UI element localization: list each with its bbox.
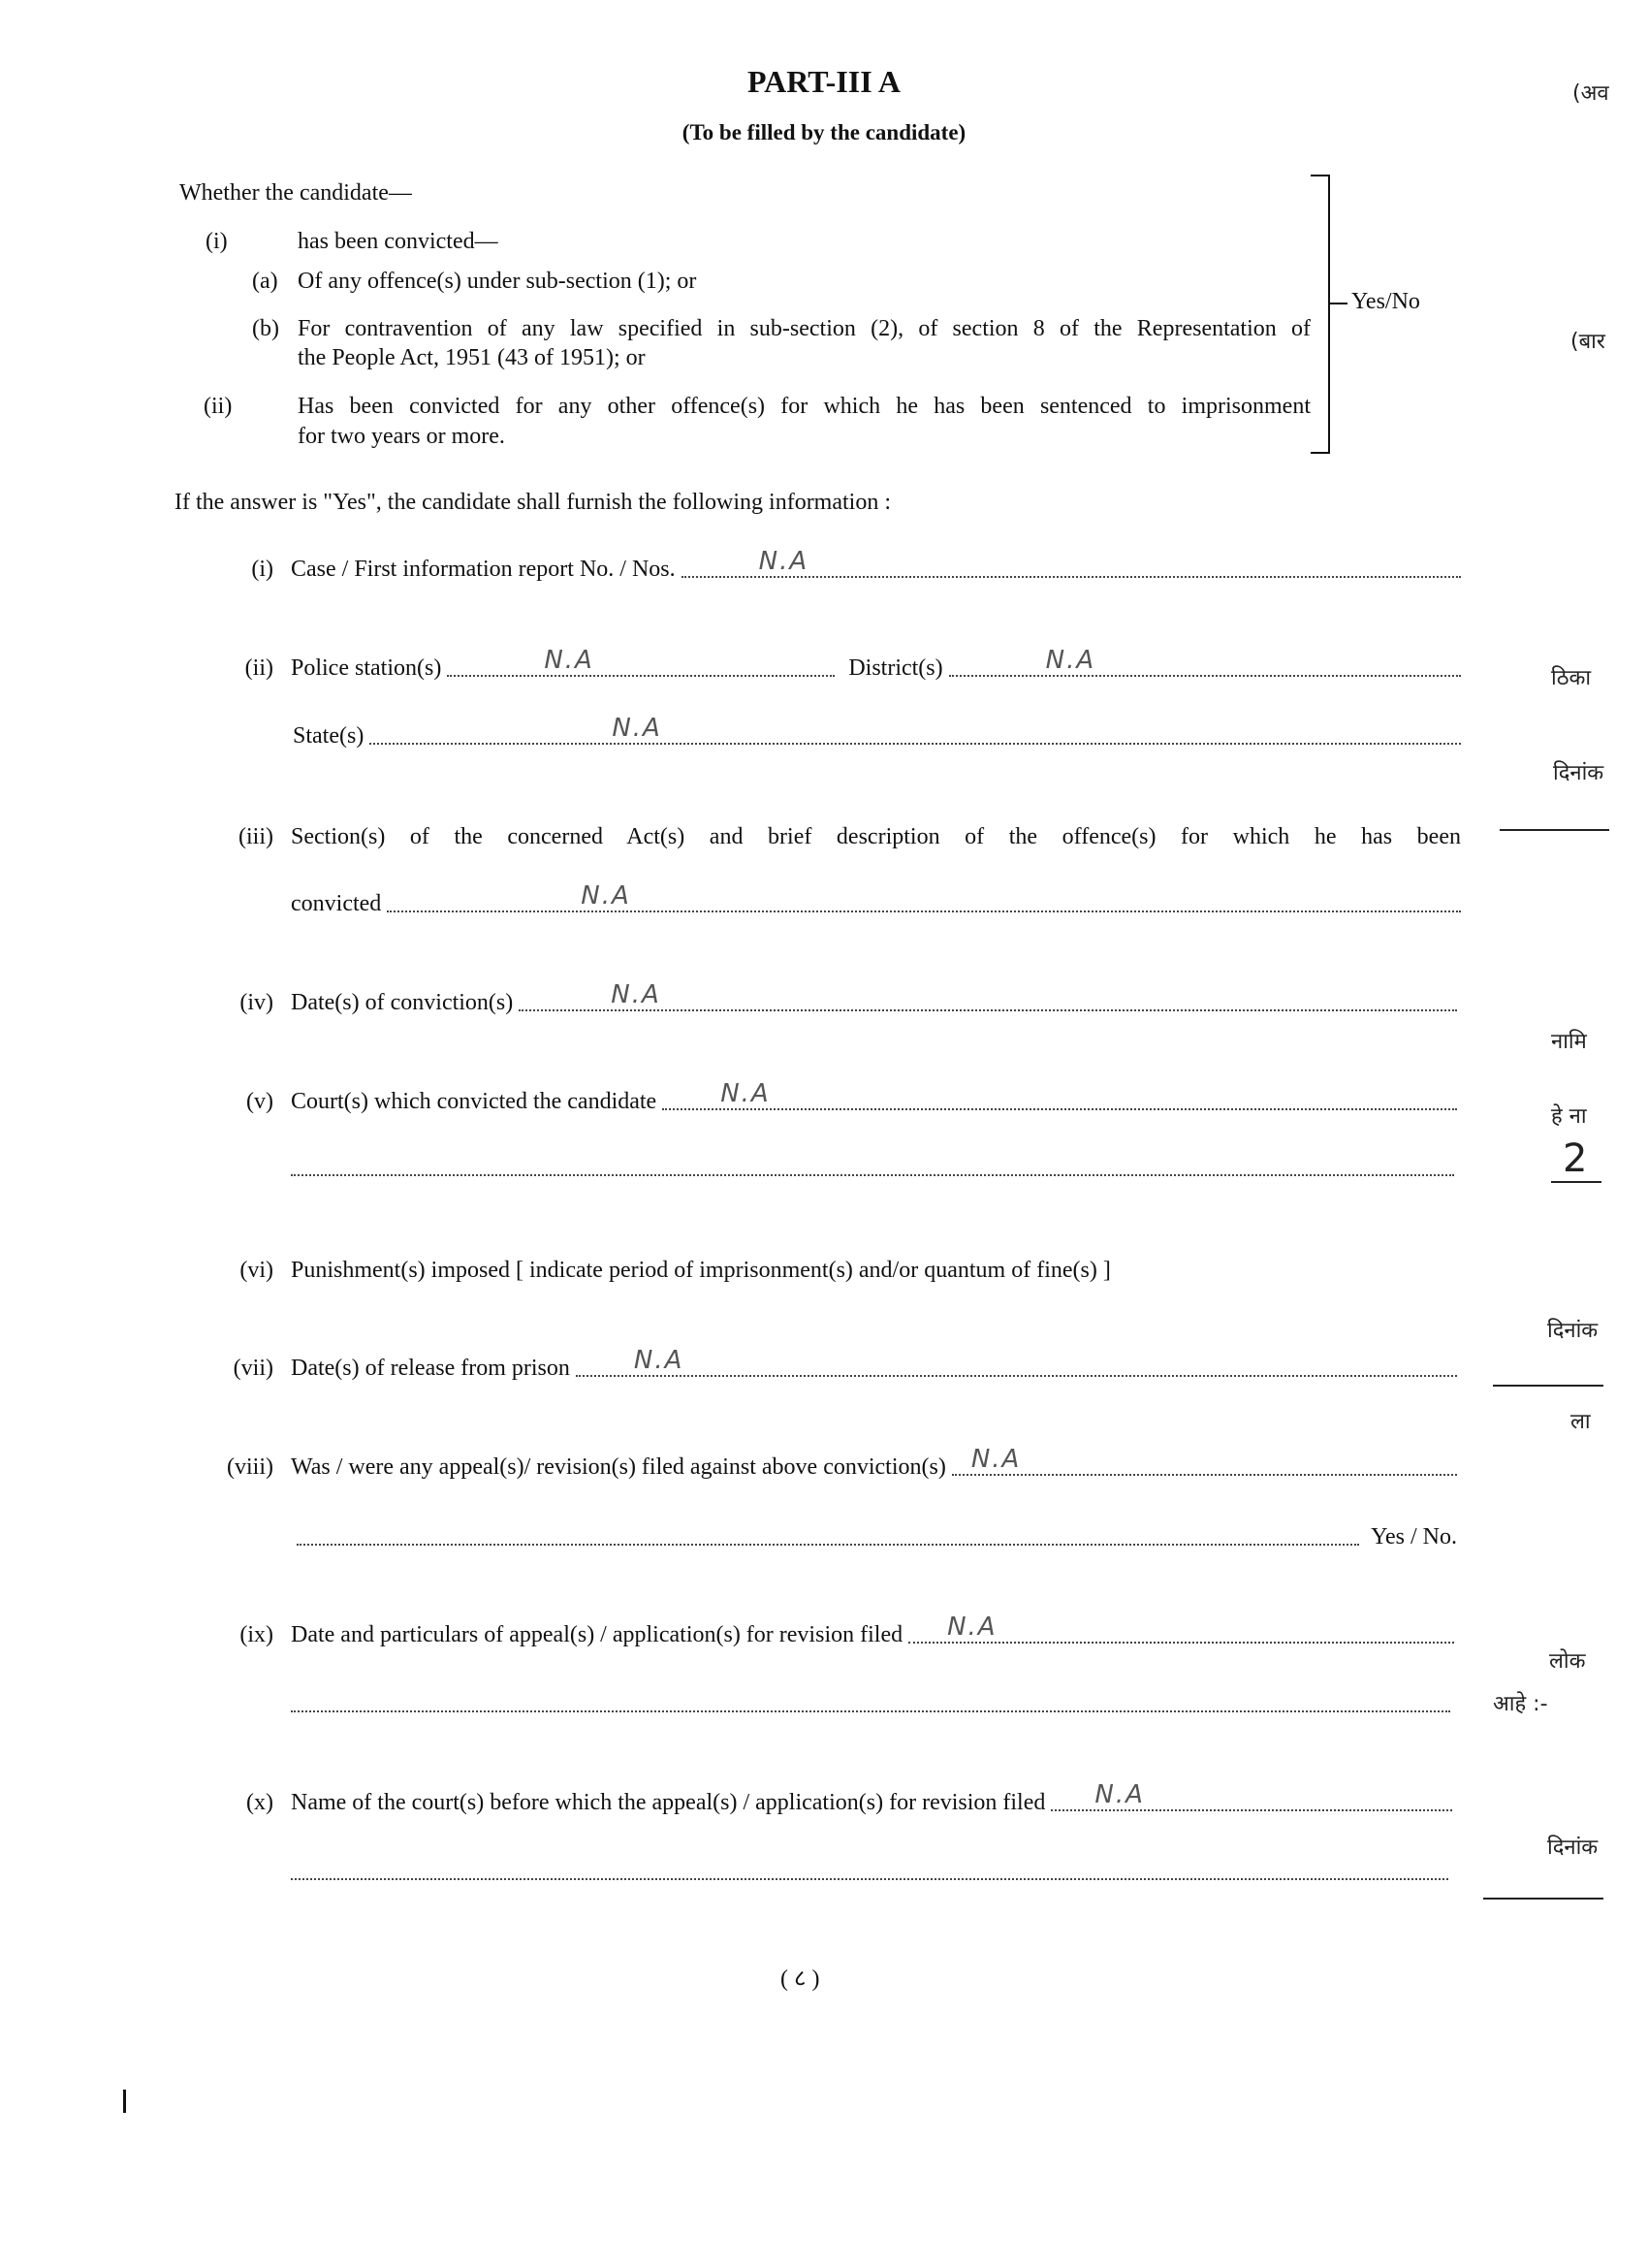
field-text: Case / First information report No. / Nos. xyxy=(291,557,676,582)
field-text: Punishment(s) imposed [ indicate period of imprisonment(s) and/or quantum of fine(s) ] xyxy=(291,1258,1111,1283)
page-number: ( ८ ) xyxy=(780,1966,820,1992)
field-text: Date(s) of conviction(s) xyxy=(291,990,514,1015)
field-convicted xyxy=(291,881,1461,917)
yes-no-answer: Yes/No xyxy=(1351,289,1420,314)
margin-text: लोक xyxy=(1549,1649,1586,1674)
field-label: (v) xyxy=(246,1089,273,1114)
handwritten-value: N.A xyxy=(581,881,631,910)
margin-text: हे ना xyxy=(1551,1104,1587,1129)
field-label: (ii) xyxy=(244,655,273,681)
field-punishment xyxy=(194,1258,1457,1284)
field-police-station xyxy=(194,646,1461,682)
field-label: (x) xyxy=(246,1790,273,1815)
police-station-input[interactable] xyxy=(447,646,835,677)
margin-line xyxy=(1500,829,1609,831)
margin-line xyxy=(1483,1898,1603,1900)
page-title: PART-III A xyxy=(746,64,902,99)
item-text: For contravention of any law specified in sub-section (2), of section 8 of the Representation of xyxy=(298,316,1311,341)
bracket-tick xyxy=(1328,303,1347,304)
field-appeal-filed xyxy=(194,1445,1457,1481)
handwritten-value: N.A xyxy=(970,1445,1022,1474)
field-text: convicted xyxy=(291,891,382,916)
field-text: Name of the court(s) before which the appeal(s) / application(s) for revision filed xyxy=(291,1790,1046,1815)
field-appeal-court xyxy=(194,1780,1452,1816)
margin-text: (अव xyxy=(1572,81,1609,106)
item-text: has been convicted— xyxy=(298,229,498,254)
release-date-input[interactable] xyxy=(576,1346,1457,1377)
district-input[interactable] xyxy=(949,646,1461,677)
appeal-particulars-continuation-line[interactable] xyxy=(291,1710,1450,1712)
field-label: (iv) xyxy=(239,990,273,1015)
field-release-date xyxy=(194,1346,1457,1382)
field-label: (i) xyxy=(251,557,273,582)
field-sections xyxy=(194,824,1461,850)
field-text: District(s) xyxy=(848,655,943,681)
field-conviction-date xyxy=(194,980,1457,1016)
margin-line xyxy=(1551,1181,1601,1183)
handwritten-value: N.A xyxy=(633,1346,684,1375)
item-label: (i) xyxy=(206,229,228,254)
margin-text: नामि xyxy=(1551,1030,1587,1054)
margin-handwritten-number: 2 xyxy=(1563,1136,1588,1181)
field-label: (ix) xyxy=(239,1622,273,1647)
handwritten-value: N.A xyxy=(612,714,662,743)
field-text: Was / were any appeal(s)/ revision(s) filed against above conviction(s) xyxy=(291,1454,946,1480)
handwritten-value: N.A xyxy=(544,646,594,675)
margin-text: ठिका xyxy=(1551,666,1592,690)
case-number-input[interactable] xyxy=(681,547,1461,578)
handwritten-value: N.A xyxy=(720,1079,771,1108)
court-continuation-line[interactable] xyxy=(291,1174,1454,1176)
margin-text: (बार xyxy=(1570,330,1605,354)
field-label: (viii) xyxy=(227,1454,273,1480)
court-input[interactable] xyxy=(662,1079,1457,1110)
item-text: for two years or more. xyxy=(298,424,505,449)
bracket xyxy=(1311,175,1330,454)
info-intro: If the answer is "Yes", the candidate shall furnish the following information : xyxy=(174,490,892,515)
field-text: State(s) xyxy=(293,723,364,749)
state-input[interactable] xyxy=(369,714,1461,745)
item-text: the People Act, 1951 (43 of 1951); or xyxy=(298,345,646,370)
field-label: (vii) xyxy=(233,1356,273,1381)
field-state xyxy=(293,714,1461,750)
field-label: (iii) xyxy=(238,824,273,849)
handwritten-value: N.A xyxy=(1094,1780,1145,1809)
item-text: Has been convicted for any other offence(s) for which he has been sentenced to imprisonment xyxy=(298,394,1311,419)
field-text: Court(s) which convicted the candidate xyxy=(291,1089,657,1114)
scan-mark xyxy=(123,2090,126,2113)
field-court xyxy=(194,1079,1457,1115)
item-text: Of any offence(s) under sub-section (1); or xyxy=(298,269,697,294)
field-appeal-yes-no xyxy=(291,1524,1457,1550)
question-intro: Whether the candidate— xyxy=(179,180,412,206)
handwritten-value: N.A xyxy=(611,980,661,1009)
margin-text: दिनांक xyxy=(1547,1836,1599,1860)
margin-text: दिनांक xyxy=(1553,761,1604,785)
field-appeal-particulars xyxy=(194,1613,1454,1648)
margin-text: ला xyxy=(1570,1410,1591,1434)
field-case-number xyxy=(194,547,1461,583)
handwritten-value: N.A xyxy=(1045,646,1096,675)
field-text: Date(s) of release from prison xyxy=(291,1356,570,1381)
appeal-continuation-line[interactable] xyxy=(297,1526,1359,1546)
item-label: (a) xyxy=(252,269,278,294)
handwritten-value: N.A xyxy=(758,547,809,576)
appeal-court-input[interactable] xyxy=(1051,1780,1452,1811)
field-text: Date and particulars of appeal(s) / application(s) for revision filed xyxy=(291,1622,903,1647)
margin-text: दिनांक xyxy=(1547,1319,1599,1343)
yes-no-label: Yes / No. xyxy=(1371,1524,1457,1549)
field-text: Police station(s) xyxy=(291,655,442,681)
page-subtitle: (To be filled by the candidate) xyxy=(681,120,967,144)
item-label: (ii) xyxy=(204,394,233,419)
conviction-date-input[interactable] xyxy=(519,980,1457,1011)
field-text: Section(s) of the concerned Act(s) and brief description of the offence(s) for which he has been xyxy=(291,824,1461,849)
sections-input[interactable] xyxy=(387,881,1461,912)
field-label: (vi) xyxy=(239,1258,273,1283)
appeal-filed-input[interactable] xyxy=(952,1445,1457,1476)
item-label: (b) xyxy=(252,316,279,341)
appeal-court-continuation-line[interactable] xyxy=(291,1878,1448,1880)
margin-text: आहे :- xyxy=(1493,1692,1548,1716)
margin-line xyxy=(1493,1385,1603,1387)
appeal-particulars-input[interactable] xyxy=(908,1613,1454,1644)
handwritten-value: N.A xyxy=(947,1613,998,1642)
